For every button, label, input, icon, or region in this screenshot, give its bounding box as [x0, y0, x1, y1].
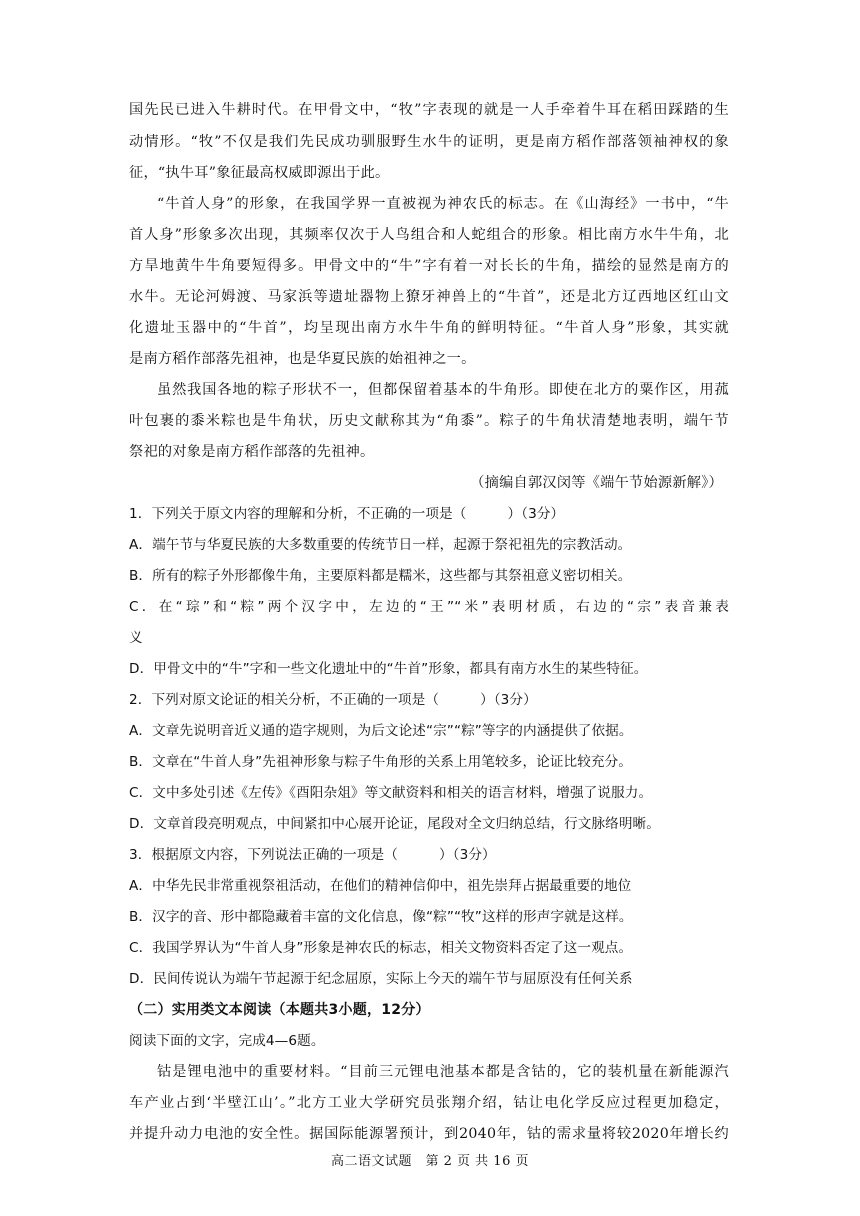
passage-line: “牛首人身”的形象，在我国学界一直被视为神农氏的标志。在《山海经》一书中，“牛 [157, 196, 729, 212]
question-2-option-c: C．文中多处引述《左传》《酉阳杂俎》等文献资料和相关的语言材料，增强了说服力。 [129, 785, 653, 801]
passage-line: 水牛。无论河姆渡、马家浜等遗址器物上獠牙神兽上的“牛首”，还是北方辽西地区红山文 [129, 289, 729, 305]
passage-line: 首人身”形象多次出现，其频率仅次于人鸟组合和人蛇组合的形象。相比南方水牛牛角，北 [129, 227, 729, 243]
passage-line: 虽然我国各地的粽子形状不一，但都保留着基本的牛角形。即使在北方的粟作区，用菰 [157, 382, 729, 398]
question-1-option-b: B．所有的粽子外形都像牛角，主要原料都是糯米，这些都与其祭祖意义密切相关。 [129, 568, 632, 584]
question-2-stem: 2．下列对原文论证的相关分析，不正确的一项是（ ）（3分） [129, 692, 537, 708]
passage-line: 征，“执牛耳”象征最高权威即源出于此。 [129, 165, 390, 181]
passage-line: 并提升动力电池的安全性。据国际能源署预计，到2040年，钴的需求量将较2020年增长约 [129, 1126, 729, 1142]
passage-line: 车产业占到‘半壁江山’。”北方工业大学研究员张翔介绍，钴让电化学反应过程更加稳定， [129, 1095, 729, 1111]
question-1-option-d: D．甲骨文中的“牛”字和一些文化遗址中的“牛首”形象，都具有南方水生的某些特征。 [129, 661, 648, 677]
question-2-option-a: A．文章先说明音近义通的造字规则，为后文论述“宗”“粽”等字的内涵提供了依据。 [129, 723, 633, 739]
passage-line: 叶包裹的黍米粽也是牛角状，历史文献称其为“角黍”。粽子的牛角状清楚地表明，端午节 [129, 413, 729, 429]
question-3-stem: 3．根据原文内容，下列说法正确的一项是（ ）（3分） [129, 847, 496, 863]
passage-line: 动情形。“牧”不仅是我们先民成功驯服野生水牛的证明，更是南方稻作部落领袖神权的象 [129, 134, 729, 150]
passage-line: 国先民已进入牛耕时代。在甲骨文中，“牧”字表现的就是一人手牵着牛耳在稻田踩踏的生 [129, 102, 729, 118]
passage-line: 化遗址玉器中的“牛首”，均呈现出南方水牛牛角的鲜明特征。“牛首人身”形象，其实就 [129, 320, 729, 336]
question-2-option-b: B．文章在“牛首人身”先祖神形象与粽子牛角形的关系上用笔较多，论证比较充分。 [129, 754, 632, 770]
section-instruction: 阅读下面的文字，完成4—6题。 [129, 1033, 325, 1049]
question-3-option-d: D．民间传说认为端午节起源于纪念屈原，实际上今天的端午节与屈原没有任何关系 [129, 971, 633, 987]
passage-line: 祭祀的对象是南方稻作部落的先祖神。 [129, 444, 375, 460]
question-1-option-c: C．在“琮”和“粽”两个汉字中，左边的“王”“米”表明材质，右边的“宗”表音兼表 [129, 599, 729, 615]
question-1-stem: 1．下列关于原文内容的理解和分析，不正确的一项是（ ）（3分） [129, 506, 565, 522]
question-1-option-c-cont: 义 [129, 630, 143, 646]
page-footer: 高二语文试题 第 2 页 共 16 页 [331, 1154, 529, 1169]
question-1-option-a: A．端午节与华夏民族的大多数重要的传统节日一样，起源于祭祀祖先的宗教活动。 [129, 537, 632, 553]
passage-line: 方旱地黄牛牛角要短得多。甲骨文中的“牛”字有着一对长长的牛角，描绘的显然是南方的 [129, 258, 729, 274]
question-3-option-a: A．中华先民非常重视祭祖活动，在他们的精神信仰中，祖先崇拜占据最重要的地位 [129, 878, 632, 894]
section-heading: （二）实用类文本阅读（本题共3小题，12分） [129, 1002, 430, 1018]
question-3-option-b: B．汉字的音、形中都隐藏着丰富的文化信息，像“粽”“牧”这样的形声字就是这样。 [129, 909, 633, 925]
passage-line: 钴是锂电池中的重要材料。“目前三元锂电池基本都是含钴的，它的装机量在新能源汽 [157, 1064, 729, 1080]
source-attribution: （摘编自郭汉闵等《端午节始源新解》） [470, 475, 723, 491]
question-2-option-d: D．文章首段亮明观点，中间紧扣中心展开论证，尾段对全文归纳总结，行文脉络明晰。 [129, 816, 660, 832]
passage-line: 是南方稻作部落先祖神，也是华夏民族的始祖神之一。 [129, 351, 476, 367]
question-3-option-c: C．我国学界认为“牛首人身”形象是神农氏的标志，相关文物资料否定了这一观点。 [129, 940, 633, 956]
